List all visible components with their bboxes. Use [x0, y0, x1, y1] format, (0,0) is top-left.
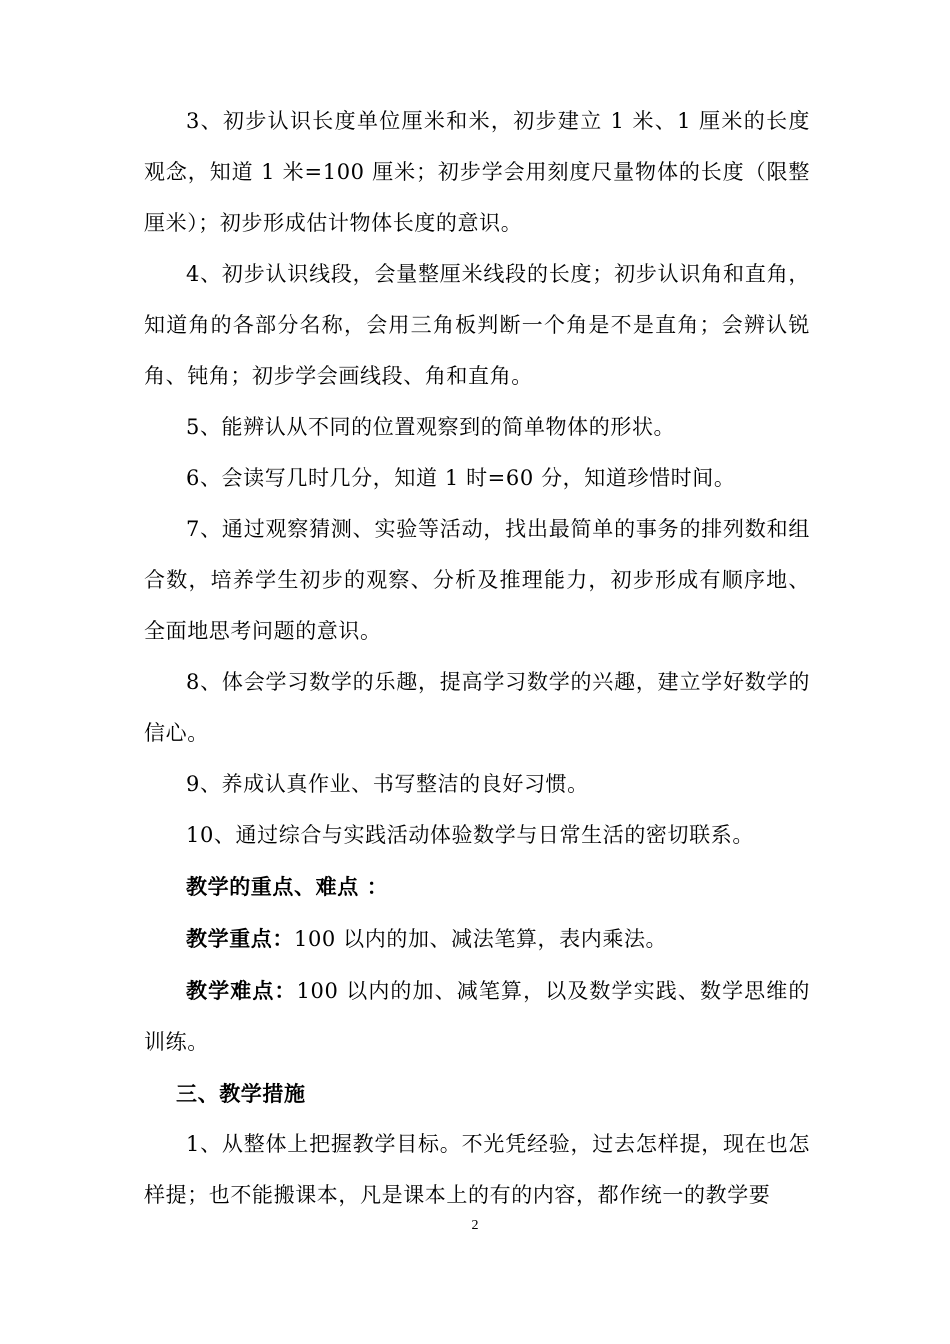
objective-6: 6、会读写几时几分，知道 1 时=60 分，知道珍惜时间。 — [186, 466, 736, 490]
objective-10: 10、通过综合与实践活动体验数学与日常生活的密切联系。 — [186, 823, 754, 847]
teaching-focus — [144, 913, 810, 965]
key-points-heading-text: 教学的重点、难点 ： — [186, 874, 389, 899]
page-content — [144, 96, 810, 1221]
section-three-heading: 三、教学措施 — [176, 1081, 306, 1106]
teaching-difficulty — [144, 965, 810, 1068]
objective-5: 5、能辨认从不同的位置观察到的简单物体的形状。 — [186, 415, 676, 439]
key-points-heading — [144, 861, 810, 913]
objective-7: 7、通过观察猜测、实验等活动，找出最简单的事务的排列数和组合数，培养学生初步的观察、分析及推理能力，初步形成有顺序地、全面地思考问题的意识。 — [144, 517, 810, 643]
measure-1: 1、从整体上把握教学目标。不光凭经验，过去怎样提，现在也怎样提；也不能搬课本，凡是课本上的有的内容，都作统一的教学要 — [144, 1132, 810, 1207]
objective-8: 8、体会学习数学的乐趣，提高学习数学的兴趣，建立学好数学的信心。 — [144, 670, 810, 745]
teaching-difficulty-label: 教学难点： — [186, 978, 297, 1003]
teaching-focus-text: 100 以内的加、减法笔算，表内乘法。 — [294, 927, 668, 951]
teaching-difficulty-text: 100 以内的加、减笔算，以及数学实践、数学思维的训练。 — [144, 979, 810, 1054]
page-number: 2 — [471, 1218, 479, 1233]
objective-3: 3、初步认识长度单位厘米和米，初步建立 1 米、1 厘米的长度观念，知道 1 米=100 厘米；初步学会用刻度尺量物体的长度（限整厘米）；初步形成估计物体长度的意识。 — [144, 109, 810, 235]
objective-4: 4、初步认识线段，会量整厘米线段的长度；初步认识角和直角，知道角的各部分名称，会用三角板判断一个角是不是直角；会辨认锐角、钝角；初步学会画线段、角和直角。 — [144, 262, 810, 388]
objective-9: 9、养成认真作业、书写整洁的良好习惯。 — [186, 772, 589, 796]
teaching-focus-label: 教学重点： — [186, 926, 294, 951]
